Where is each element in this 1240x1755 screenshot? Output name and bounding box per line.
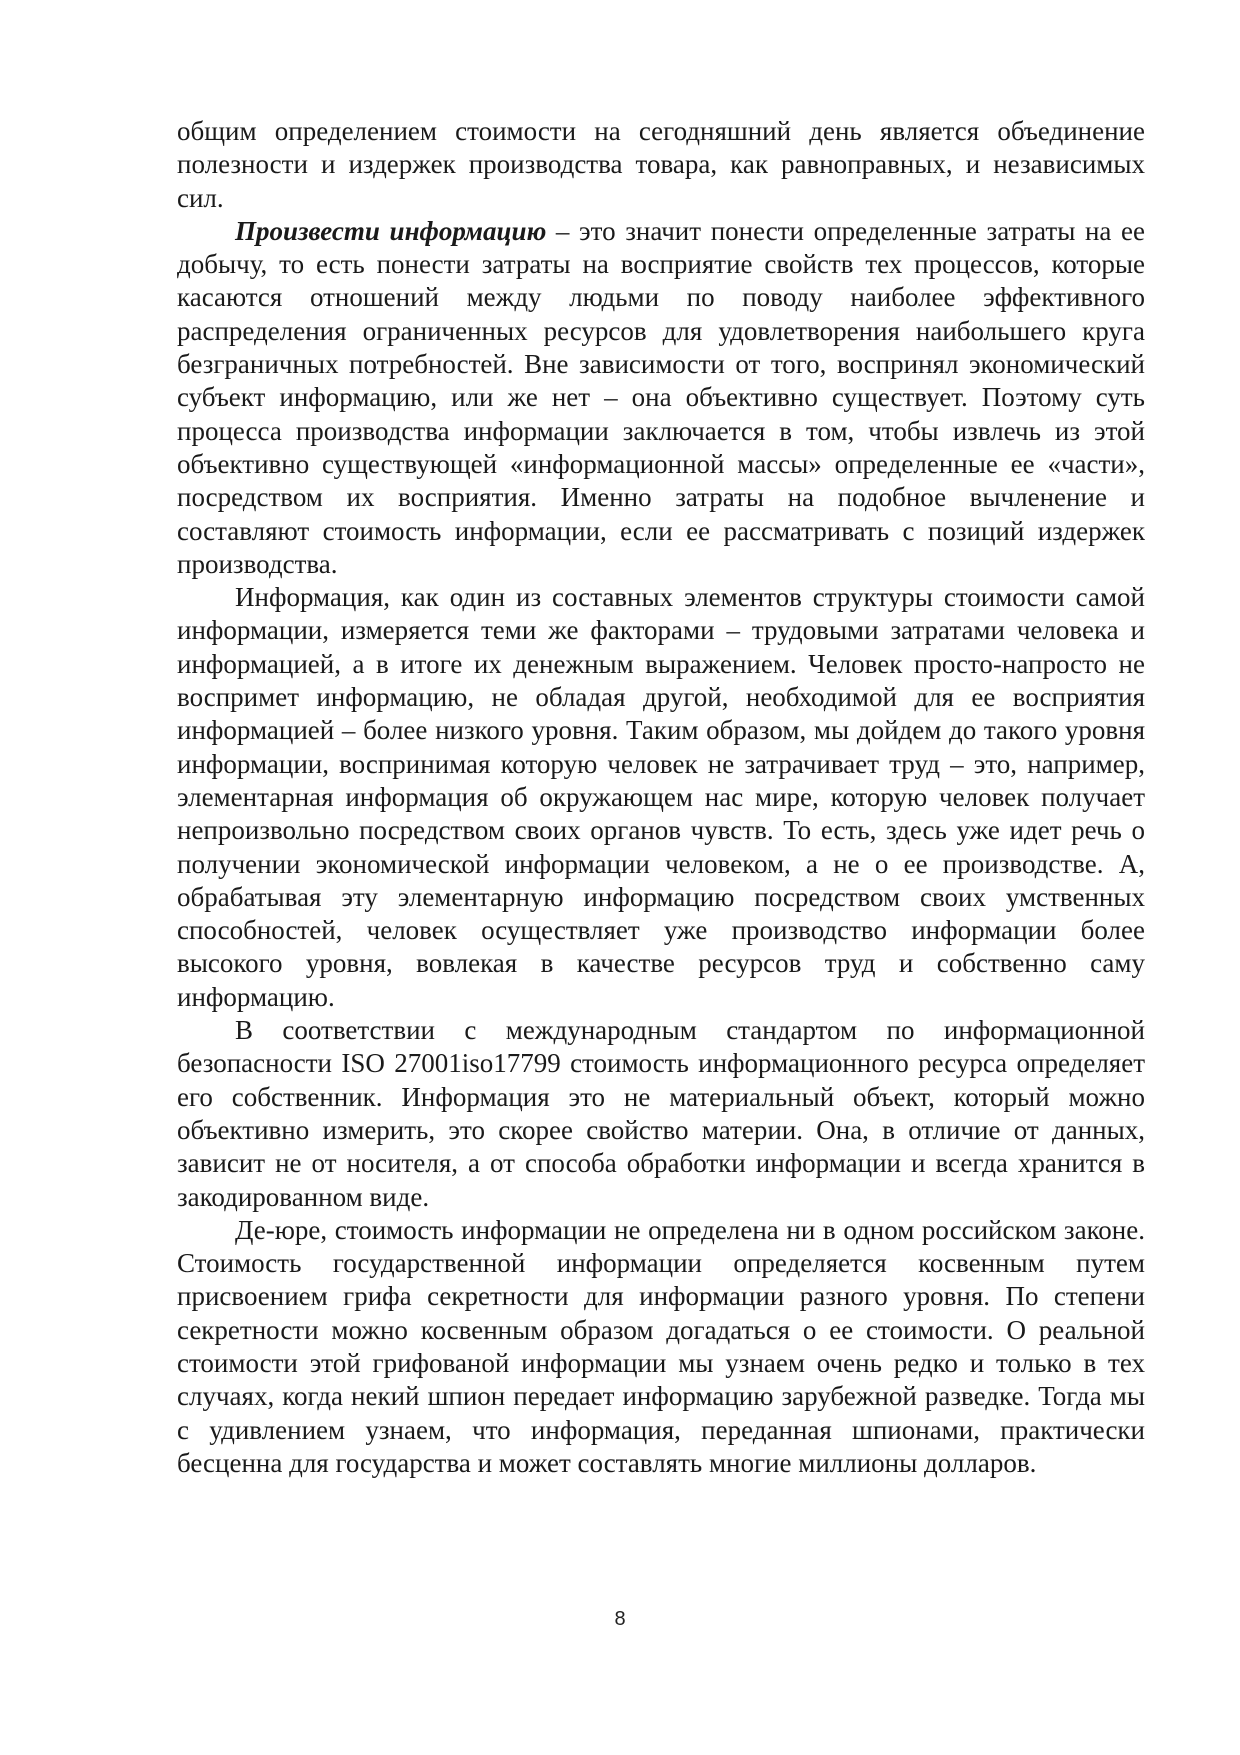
emphasized-term: Произвести информацию — [235, 215, 547, 246]
paragraph-information-structure: Информация, как один из составных элементов структуры стоимости самой информации, измеряется теми же факторами – трудовыми затратами человека и информацией, а в итоге их денежным выражением. Человек просто-напросто не воспримет информацию, не обладая другой, необходимой для ее восприятия информацией – более низкого уровня. Таким образом, мы дойдем до такого уровня информации, воспринимая которую человек не затрачивает труд – это, например, элементарная информация об окружающем нас мире, которую человек получает непроизвольно посредством своих органов чувств. То есть, здесь уже идет речь о получении экономической информации человеком, а не о ее производстве. А, обрабатывая эту элементарную информацию посредством своих умственных способностей, человек осуществляет уже производство информации более высокого уровня, вовлекая в качестве ресурсов труд и собственно саму информацию. — [177, 582, 1145, 1012]
paragraph-continuation: общим определением стоимости на сегодняшний день является объединение полезности и издержек производства товара, как равноправных, и независимых сил. — [177, 116, 1145, 213]
paragraph-de-jure: Де-юре, стоимость информации не определена ни в одном российском законе. Стоимость государственной информации определяется косвенным путем присвоением грифа секретности для информации разного уровня. По степени секретности можно косвенным образом догадаться о ее стоимости. О реальной стоимости этой грифованой информации мы узнаем очень редко и только в тех случаях, когда некий шпион передает информацию зарубежной разведке. Тогда мы с удивлением узнаем, что информация, переданная шпионами, практически бесценна для государства и может составлять многие миллионы долларов. — [177, 1214, 1145, 1478]
paragraph-iso-standard: В соответствии с международным стандартом по информационной безопасности ISO 27001iso17799 стоимость информационного ресурса определяет его собственник. Информация это не материальный объект, который можно объективно измерить, это скорее свойство материи. Она, в отличие от данных, зависит не от носителя, а от способа обработки информации и всегда хранится в закодированном виде. — [177, 1015, 1145, 1212]
paragraph-body: – это значит понести определенные затраты на ее добычу, то есть понести затраты на восприятие свойств тех процессов, которые касаются отношений между людьми по поводу наиболее эффективного распределения ограниченных ресурсов для удовлетворения наибольшего круга безграничных потребностей. Вне зависимости от того, воспринял экономический субъект информацию, или же нет – она объективно существует. Поэтому суть процесса производства информации заключается в том, чтобы извлечь из этой объективно существующей «информационной массы» определенные ее «части», посредством их восприятия. Именно затраты на подобное вычленение и составляют стоимость информации, если ее рассматривать с позиций издержек производства. — [177, 215, 1145, 579]
body-text — [177, 115, 1145, 1480]
page-number: 8 — [614, 1608, 626, 1630]
paragraph-produce-information — [177, 215, 1145, 581]
